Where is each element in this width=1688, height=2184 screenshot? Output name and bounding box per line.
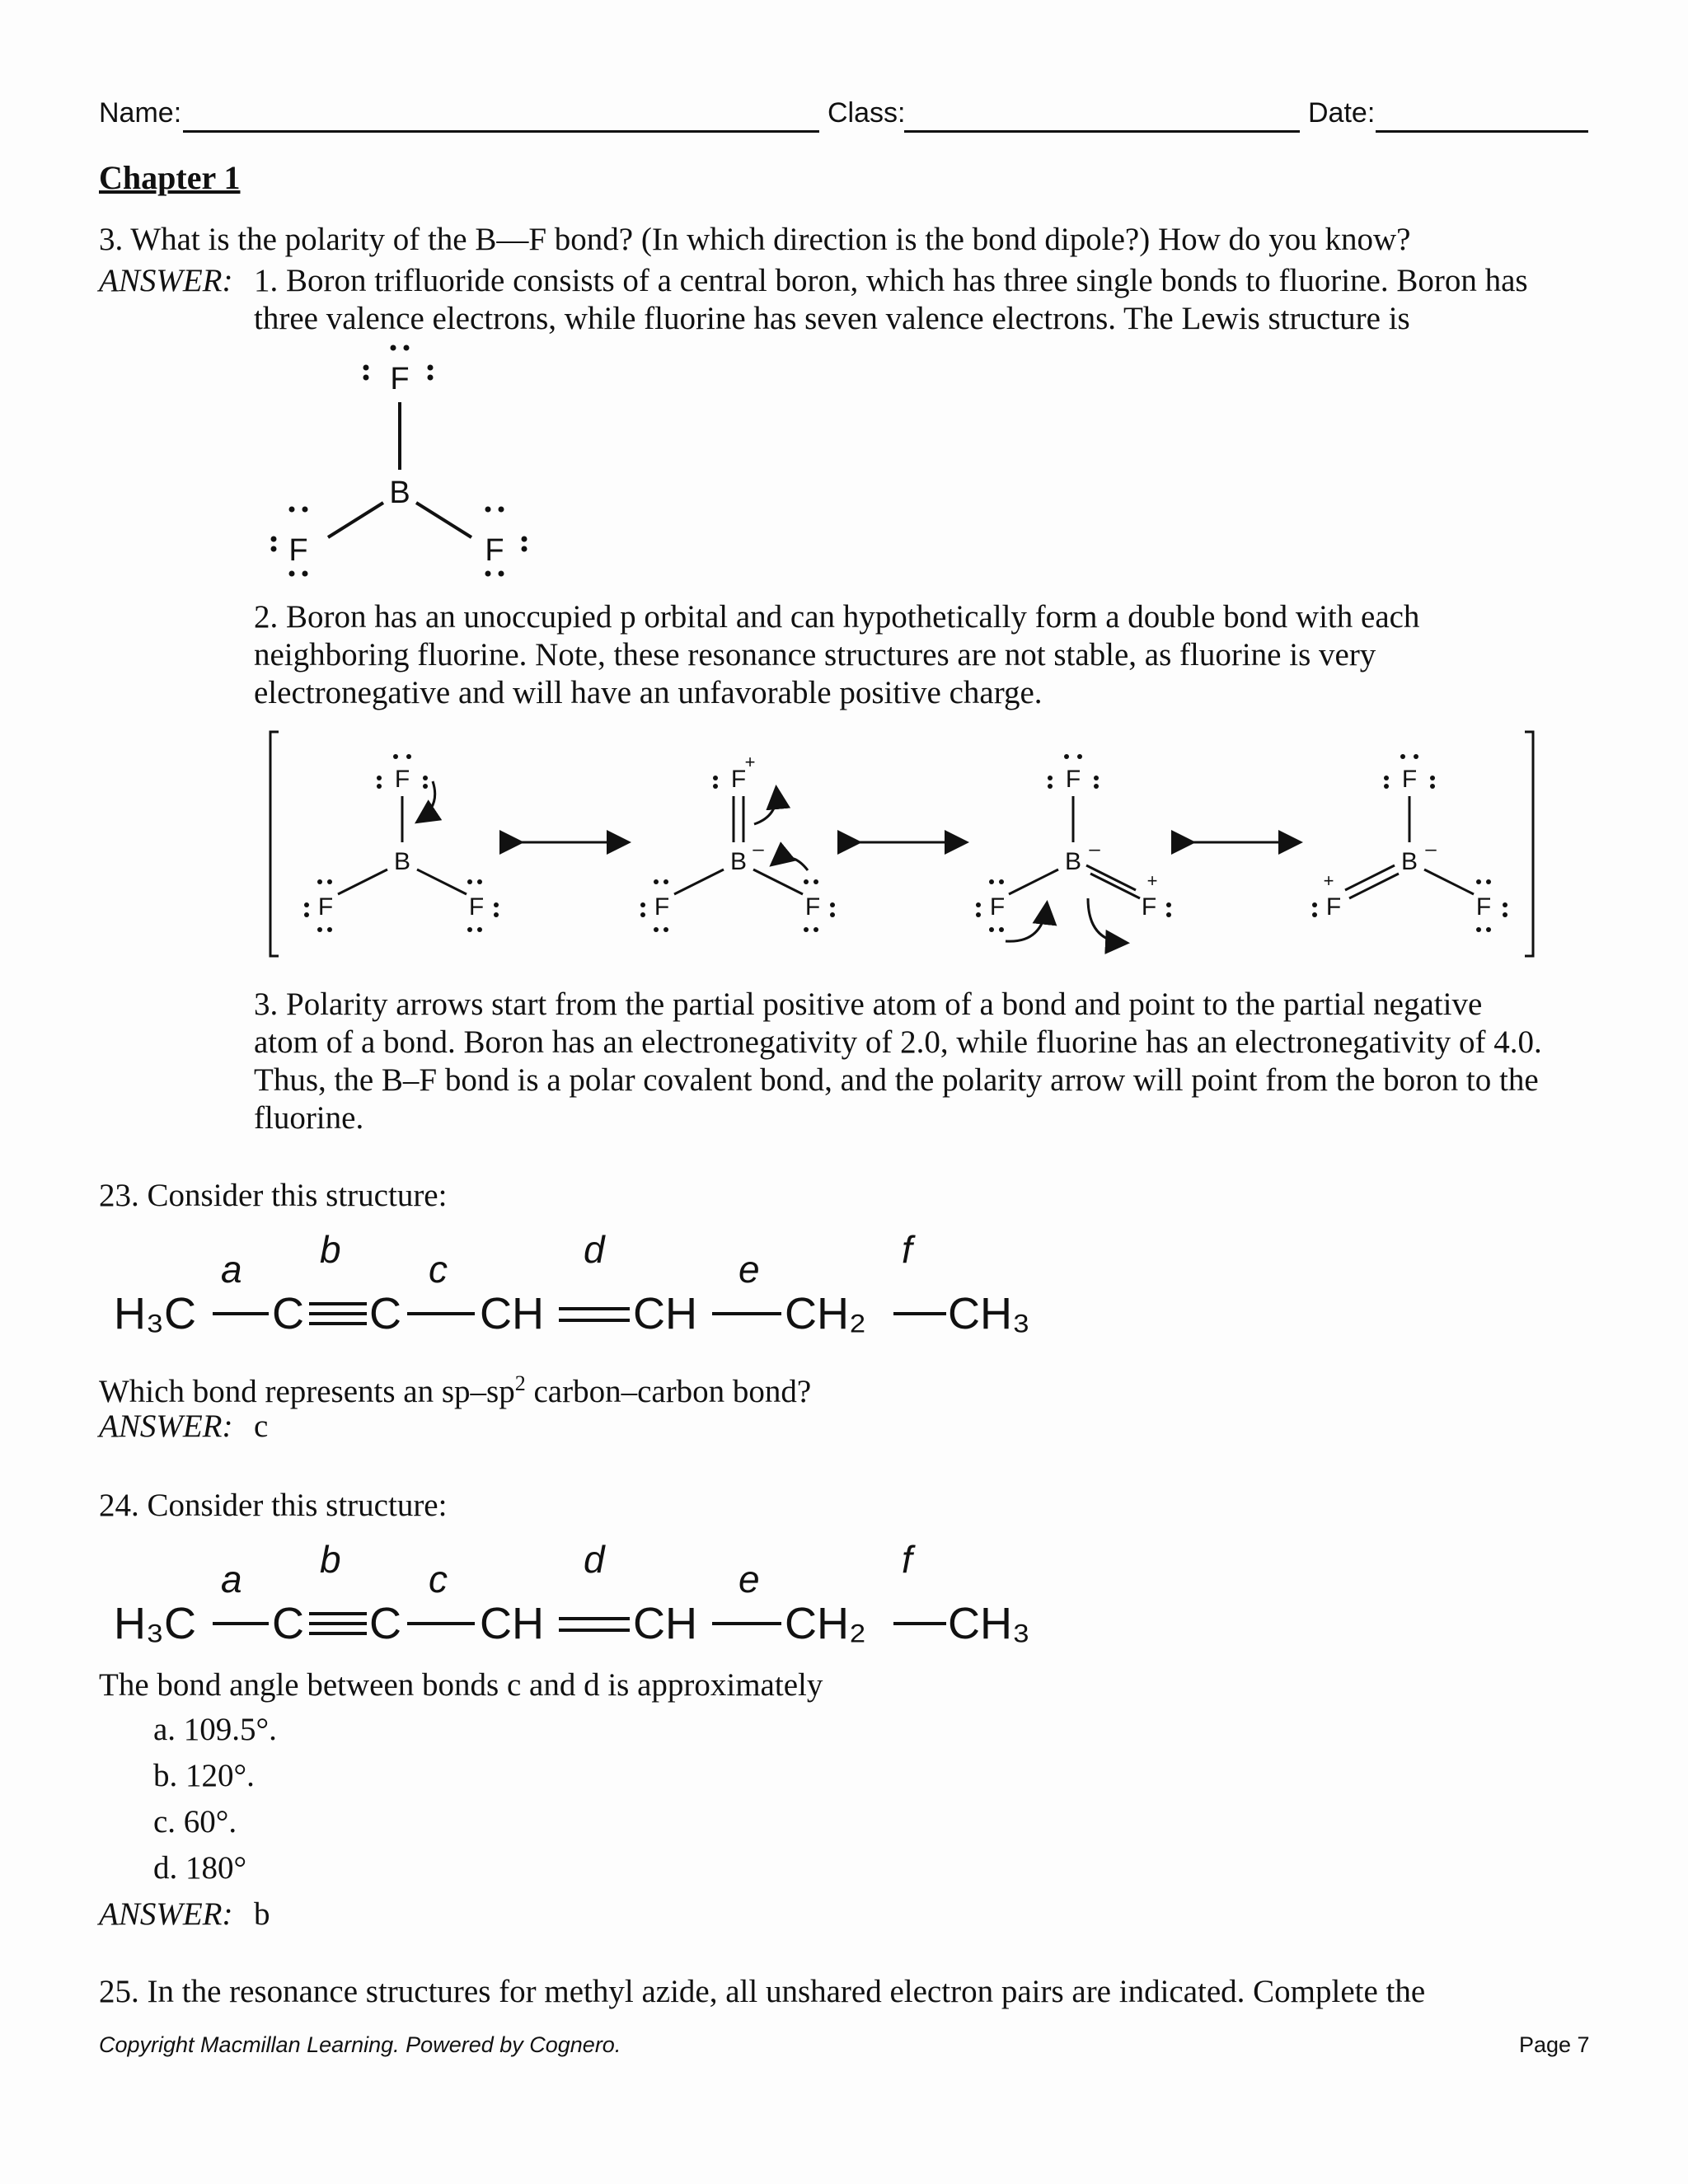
res4-plus: + [1323, 870, 1334, 891]
q3-p3-line3: Thus, the B–F bond is a polar covalent bond, and the polarity arrow will point from the boron to the [254, 1062, 1539, 1098]
q23-answer: c [254, 1408, 269, 1444]
bf3-f-right: F [485, 533, 504, 568]
bond-label-b: b [320, 1231, 341, 1271]
bf3-lewis-structure [247, 338, 560, 585]
class-field[interactable] [904, 101, 1300, 133]
res4-boron: B [1400, 848, 1418, 875]
res4-f-top: F [1401, 766, 1418, 793]
atom-ch3: CH₃ [948, 1289, 1030, 1338]
name-label: Name: [99, 97, 182, 129]
bond-label-e: e [738, 1558, 760, 1601]
res2-f-left: F [654, 893, 670, 921]
footer-page-number: Page 7 [1519, 2032, 1590, 2057]
q3-p2-line2: neighboring fluorine. Note, these resonance structures are not stable, as fluorine is very [254, 637, 1376, 673]
res3-f-left: F [989, 893, 1006, 921]
q23-question: 23. Consider this structure: [99, 1178, 448, 1213]
atom-c1: C [272, 1599, 304, 1648]
q24-prompt: The bond angle between bonds c and d is approximately [99, 1667, 823, 1703]
res3-plus: + [1146, 870, 1158, 891]
bond-label-c: c [429, 1248, 448, 1291]
res2-plus: + [744, 752, 756, 772]
q3-p3-line1: 3. Polarity arrows start from the partial positive atom of a bond and point to the partial negative [254, 987, 1483, 1022]
atom-c2: C [369, 1289, 401, 1338]
q24-option-b: b. 120°. [153, 1758, 255, 1793]
q3-p1-line2: three valence electrons, while fluorine has seven valence electrons. The Lewis structure is [254, 301, 1410, 336]
name-field[interactable] [183, 101, 819, 133]
bond-label-a: a [221, 1558, 242, 1601]
atom-c1: C [272, 1289, 304, 1338]
q3-question: 3. What is the polarity of the B—F bond? (In which direction is the bond dipole?) How do you know? [99, 222, 1411, 257]
res2-f-top: F [730, 766, 747, 793]
q24-option-c: c. 60°. [153, 1804, 237, 1840]
atom-ch2b: CH₂ [785, 1599, 866, 1648]
res2-boron: B [729, 848, 748, 875]
res1-f-right: F [468, 893, 485, 921]
atom-ch2b: CH₂ [785, 1289, 866, 1338]
q24-answer: b [254, 1896, 270, 1932]
res1-boron: B [393, 848, 411, 875]
res2-f-right: F [804, 893, 821, 921]
q23-prompt: Which bond represents an $sp-sp^2$ carbon–carbon bond? [99, 1371, 812, 1409]
bond-label-a: a [221, 1248, 242, 1291]
q23-structure [107, 1231, 1055, 1347]
class-label: Class: [828, 97, 906, 129]
res3-boron: B [1064, 848, 1082, 875]
atom-h3c: H₃C [114, 1599, 196, 1648]
bond-label-f: f [902, 1541, 912, 1581]
q3-p2-line3: electronegative and will have an unfavorable positive charge. [254, 675, 1043, 710]
q24-question: 24. Consider this structure: [99, 1488, 448, 1523]
res3-f-top: F [1065, 766, 1081, 793]
bond-label-d: d [584, 1231, 605, 1271]
atom-ch2: CH [633, 1599, 697, 1648]
q3-p3-line4: fluorine. [254, 1100, 364, 1136]
res1-f-top: F [394, 766, 410, 793]
date-field[interactable] [1376, 101, 1588, 133]
date-label: Date: [1308, 97, 1376, 129]
bond-label-e: e [738, 1248, 760, 1291]
q24-option-d: d. 180° [153, 1850, 247, 1886]
res4-minus: – [1425, 838, 1437, 860]
q3-p2-line1: 2. Boron has an unoccupied p orbital and can hypothetically form a double bond with each [254, 599, 1420, 635]
q24-option-a: a. 109.5°. [153, 1712, 277, 1747]
q3-p3-line2: atom of a bond. Boron has an electronegativity of 2.0, while fluorine has an electronegativity of 4.0. [254, 1024, 1542, 1060]
q24-structure [107, 1541, 1055, 1657]
q25-question: 25. In the resonance structures for methyl azide, all unshared electron pairs are indicated. Complete the [99, 1974, 1426, 2009]
atom-ch1: CH [480, 1599, 544, 1648]
bf3-boron: B [389, 476, 410, 510]
atom-c2: C [369, 1599, 401, 1648]
bf3-resonance-structures [264, 725, 1550, 964]
bond-label-d: d [584, 1541, 605, 1581]
res3-minus: – [1089, 838, 1100, 860]
footer-copyright: Copyright Macmillan Learning. Powered by Cognero. [99, 2032, 621, 2057]
q3-answer-label: ANSWER: [99, 263, 233, 298]
q23-answer-label: ANSWER: [99, 1408, 233, 1444]
bf3-f-left: F [288, 533, 308, 568]
res4-f-right: F [1475, 893, 1492, 921]
res1-f-left: F [317, 893, 334, 921]
atom-ch3: CH₃ [948, 1599, 1030, 1648]
q3-p1-line1: 1. Boron trifluoride consists of a central boron, which has three single bonds to fluorine. Boron has [254, 263, 1528, 298]
res4-f-left: F [1325, 893, 1342, 921]
res2-minus: – [753, 838, 764, 860]
q24-answer-label: ANSWER: [99, 1896, 233, 1932]
bond-label-b: b [320, 1541, 341, 1581]
bond-label-c: c [429, 1558, 448, 1601]
atom-h3c: H₃C [114, 1289, 196, 1338]
chapter-heading: Chapter 1 [99, 159, 241, 196]
atom-ch1: CH [480, 1289, 544, 1338]
atom-ch2: CH [633, 1289, 697, 1338]
res3-f-right: F [1141, 893, 1157, 921]
bf3-f-top: F [390, 362, 410, 396]
bond-label-f: f [902, 1231, 912, 1271]
